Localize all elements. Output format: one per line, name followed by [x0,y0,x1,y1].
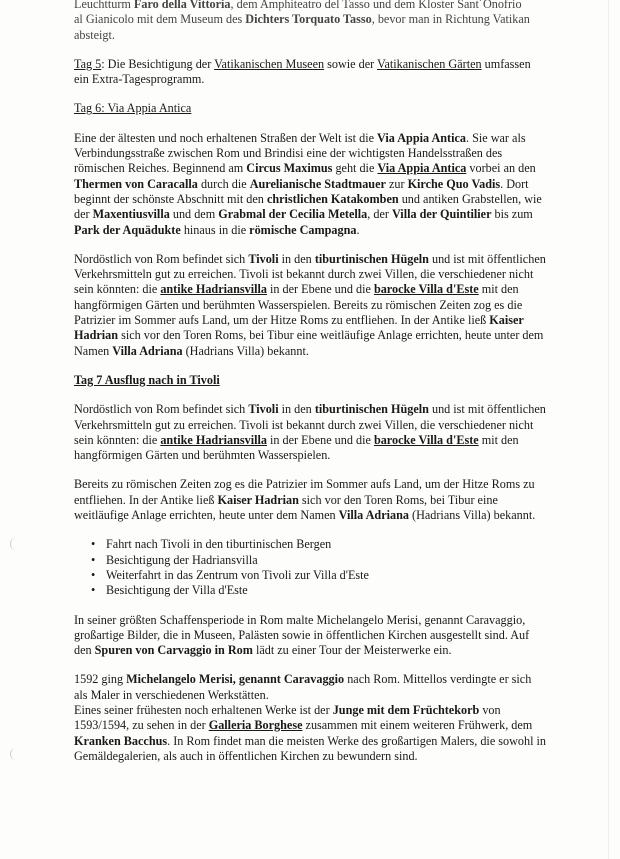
bold-term: Spuren von Carvaggio in Rom [94,643,253,658]
bold-term: Villa der Quintilier [391,207,492,222]
bold-term: Tivoli [248,251,279,266]
text: absteigt. [74,27,115,42]
vatican-gardens-link[interactable]: Vatikanischen Gärten [377,56,482,71]
bold-term: christlichen Katakomben [266,191,399,206]
underlined-term[interactable]: barocke Villa d'Este [373,432,479,447]
caravaggio-paragraph-2b [74,703,546,764]
caravaggio-paragraph [74,613,546,659]
text-run: . Dort beginnt der schönste Abschnitt mit den [74,176,529,206]
text-run: mit den hangförmigen Gärten und berühmten Wasserspielen. Bereits zu römischen Zeiten zog es die Patrizier im Sommer aufs Land, um der Hitze Roms zu entfliehen. In der Antike ließ [74,282,523,328]
vatican-museums-link[interactable]: Vatikanischen Museen [214,56,325,71]
text-run: in der Ebene und die [266,432,374,447]
tag7-paragraph-1 [74,402,546,463]
text-run: lädt zu einer Tour der Meisterwerke ein. [252,643,452,658]
text-run: Nordöstlich von Rom befindet sich [74,402,249,417]
text: ein Extra-Tagesprogramm. [74,72,205,87]
text-bold: Faro della Vittoria [133,0,231,11]
text-run: geht die [332,161,378,176]
text: sowie der [324,56,378,71]
bold-term: Kaiser Hadrian [217,492,299,507]
text-run: Eine der ältesten und noch erhaltenen Straßen der Welt ist die [74,130,378,145]
text-run: nach Rom. Mittellos verdingte er sich als Maler in verschiedenen Werkstätten. [74,672,532,702]
bold-term: Villa Adriana [112,343,183,358]
bold-term: Junge mit dem Früchtekorb [332,702,480,717]
underlined-term[interactable]: antike Hadriansvilla [160,432,267,447]
text: al Gianicolo mit dem Museum des [74,12,246,27]
text-run: von 1593/1594, zu sehen in der [74,702,501,733]
text-run: mit den hangförmigen Gärten und berühmten Wasserspielen. [74,432,519,463]
text: , dem Amphiteatro del Tasso und dem Kloster Sant´Onofrio [230,0,522,11]
punch-hole-mark [10,748,21,760]
text-run: und ist mit öffentlichen Verkehrsmitteln gut zu erreichen. Tivoli ist bekannt durch zwei Villen, die verschiedener nicht sein könnten: die [74,251,546,297]
text: umfassen [481,56,531,71]
text-run: . [356,222,360,237]
bold-term: Maxentiusvilla [92,207,170,222]
text-run: hinaus in die [180,222,250,237]
text: Leuchtturm [74,0,134,11]
text-run: (Hadrians Villa) bekannt. [408,508,536,523]
bold-term: römische Campagna [249,222,357,237]
tag5-label: Tag 5 [74,56,102,71]
text-run: und ist mit öffentlichen Verkehrsmitteln gut zu erreichen. Tivoli ist bekannt durch zwei Villen, die verschiedener nicht sein könnten: die [74,402,546,447]
underlined-term[interactable]: Via Appia Antica [377,161,467,176]
underlined-term[interactable]: antike Hadriansvilla [160,282,267,297]
bold-term: tiburtinischen Hügeln [314,402,429,417]
list-item: • Weiterfahrt in das Zentrum von Tivoli zur Villa d'Este [106,568,546,583]
text-run: bis zum [491,207,533,222]
tag6-paragraph-1 [74,131,546,238]
text-run: sich vor den Toren Roms, bei Tibur eine weitläufige Anlage errichten, heute unter dem Namen [74,328,544,358]
bold-term: Kaiser Hadrian [74,313,524,343]
bold-term: tiburtinischen Hügeln [314,251,429,266]
text-run: . Sie war als Verbindungsstraße zwischen Rom und Brindisi eine der wichtigsten Handelsstraßen des römischen Reiches. Beginnend am [74,130,526,176]
tag7-paragraph-2 [74,477,546,523]
caravaggio-paragraph-2a [74,672,546,703]
text-run: in den [278,251,315,266]
punch-hole-mark [10,538,21,550]
bold-term: Tivoli [248,402,279,417]
text: , bevor man in Richtung Vatikan [371,12,530,27]
text-run: Eines seiner frühesten noch erhaltenen Werke ist der [74,702,333,717]
bold-term: Michelangelo Merisi, genannt Caravaggio [126,672,345,687]
list-item: • Besichtigung der Villa d'Este [106,583,546,598]
list-item: • Fahrt nach Tivoli in den tiburtinischen Bergen [106,537,546,552]
page-edge-shadow [608,0,609,859]
document-body [74,0,546,778]
bold-term: Park der Aquädukte [74,222,181,237]
underlined-term[interactable]: Galleria Borghese [208,718,303,733]
text-run: zur [385,176,408,191]
text-run: durch die [197,176,250,191]
bold-term: Via Appia Antica [377,130,466,145]
text-run: und dem [169,207,219,222]
text-bold: Dichters Torquato Tasso [245,12,372,27]
tag7-heading [74,373,546,388]
text-run: . In Rom findet man die meisten Werke des großartigen Malers, die sowohl in Gemäldegalerien, als auch in öffentlichen Kirchen zu bewundern sind. [74,733,547,763]
text-run: 1592 ging [74,672,127,687]
bold-term: Kirche Quo Vadis [407,176,501,191]
bold-term: Circus Maximus [246,161,333,176]
text-run: und antiken Grabstellen, wie der [74,191,542,222]
text: : Die Besichtigung der [101,56,215,71]
underlined-term[interactable]: barocke Villa d'Este [373,282,479,297]
tag6-heading: Tag 6: Via Appia Antica [74,101,192,116]
bold-term: Villa Adriana [338,508,409,523]
text-run: , der [367,207,392,222]
tag7-heading-text: Tag 7 Ausflug nach in Tivoli [74,372,220,387]
text-run: vorbei an den [466,161,536,176]
bold-term: Thermen von Caracalla [74,176,198,191]
bold-term: Kranken Bacchus [74,733,168,748]
text-run: in den [278,402,315,417]
text-run: Bereits zu römischen Zeiten zog es die Patrizier im Sommer aufs Land, um der Hitze Roms zu entfliehen. In der Antike ließ [74,477,535,507]
text-run: in der Ebene und die [266,282,374,297]
text-run: zusammen mit einem weiteren Frühwerk, dem [302,718,533,733]
text-run: (Hadrians Villa) bekannt. [182,343,309,358]
tivoli-itinerary-list [74,537,546,598]
tag5-paragraph [74,57,546,88]
list-item: • Besichtigung der Hadriansvilla [106,553,546,568]
text-run: In seiner größten Schaffensperiode in Rom malte Michelangelo Merisi, genannt Caravaggio, großartige Bilder, die in Museen, Palästen sowie in öffentlichen Kirchen ausgestellt sind. Auf den [74,612,530,658]
text-run: Nordöstlich von Rom befindet sich [74,251,249,266]
bold-term: Aurelianische Stadtmauer [249,176,386,191]
tag6-paragraph-2 [74,252,546,359]
text-run: sich vor den Toren Roms, bei Tibur eine weitläufige Anlage errichten, heute unter dem Namen [74,492,498,523]
top-fragment [74,0,546,43]
bold-term: Grabmal der Cecilia Metella [218,207,368,222]
